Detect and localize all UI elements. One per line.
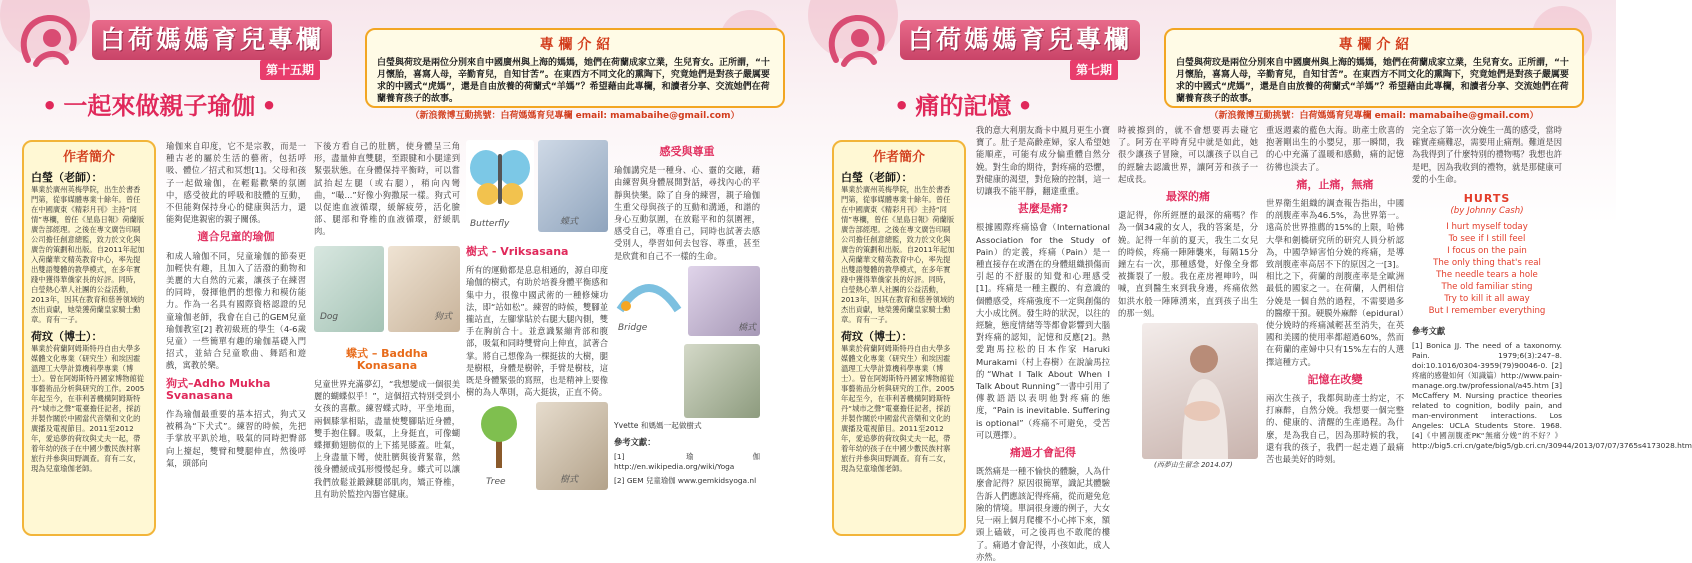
poem-line: The needle tears a hole bbox=[1436, 270, 1538, 281]
poem-line: The old familiar sting bbox=[1441, 282, 1533, 293]
references-list: [1] Bonica JJ. The need of a taxonomy. Pain. 1979;6(3):247–8. doi:10.1016/0304-3959(79)90046-0. [2] 疼痛的感覺如何（知識篇）http://www.pain-manage.org.tw/professional/a45.htm [3] McCaffery M. Nursing practice theories related to cognition, bodily pain, and man-environment interactions. Los Angeles: UCLA Students Store. 1968. [4]《中國剖腹產PK“無痛分娩”的不好？》http://big5.cri.cn/gate/big5/gb.cri.cn/30944/2013/07/07/3765s4173028.htm bbox=[1412, 341, 1692, 451]
paragraph: 我的意大利朋友喬卡中風月更生小寶寶了。肚子是高齡產婦，家人希望她能順產，可能有成分偏重體自然分娩。對生命的期待，對疼痛的恐懼，對健康的渴望，對危險的控制，這一切讓我不能平靜，翻達重重。 bbox=[976, 125, 1110, 197]
article-column-2 bbox=[1118, 124, 1258, 534]
author-1-name: 白瑩（老師）： bbox=[841, 171, 913, 184]
author-1-bio: 畢業於廣州英梅學院，出生於書香門第，從事媒體專業十餘年。曾任在中國廣東《精彩月刊》主持“同情”專欄，曾任《星島日報》荷蘭版廣告部經理。之後在專文廣告印刷公司擔任創意總監，致力於文化與廣告的策劃和出版。自2011年起加入荷蘭華文精英教育中心，率先提出雙語雙體的教學模式，在多年實踐中獲得華僑家長的好評。同時，白瑩熱心華人社團的公益活動，2013年，因其在教育和慈善領域的杰出貢獻，她榮獲荷蘭皇家騎士勳章。育有一子。 bbox=[31, 185, 145, 324]
page-pain-memory bbox=[808, 0, 1692, 562]
intro-heading: 專 欄 介 紹 bbox=[539, 37, 611, 53]
photo-caption: Yvette 和媽媽一起做樹式 bbox=[614, 420, 702, 430]
column-intro-box bbox=[1164, 28, 1584, 121]
paragraph: 還記得，你所經歷的最深的痛嗎？作為一個34歲的女人，我的答案是，分娩。記得一年前的夏天，我生二女兒的時候，疼痛一陣陣襲來，每隔15分鐘左右一次，那種感覺，好像全身都被撕裂了一般。我在產房裡呻吟，叫喊，直到醫生來到我身邊，疼痛依然如洪水般一陣陣湧來，直到孩子出生的那一刻。 bbox=[1118, 210, 1258, 318]
subheading: 甚麼是痛? bbox=[1017, 202, 1069, 216]
paragraph: 兒童世界充滿夢幻，“我想變成一個很美麗的蝴蝶似乎！”，這個招式特別受到小女孩的喜歡。練習蝶式時，平坐地面，兩個膝掌相貼，盡量使雙腳貼近身體，雙手抱住腳。吸氣，上身挺直，可像蝴蝶揮動翅膀似的上下搖晃膝蓋。吐氣，上身盡量下彎，使肚臍與後背緊靠，然後身體緩成弧形慢慢起身。蝶式可以讓我們放鬆並鍛鍊腿部肌肉，矯正脊椎，且有助於監控內器官健康。 bbox=[314, 379, 460, 499]
mother-child-logo-icon bbox=[16, 12, 80, 70]
author-heading: 作者簡介 bbox=[872, 150, 925, 165]
bridge-pose-photo-area bbox=[614, 266, 760, 340]
article-column-1 bbox=[976, 124, 1110, 562]
issue-number: 第七期 bbox=[1070, 60, 1118, 80]
subheading: 記憶在改變 bbox=[1307, 372, 1363, 386]
author-1-name: 白瑩（老師）： bbox=[31, 171, 103, 184]
article-title: • 痛的記憶 • bbox=[894, 92, 1033, 120]
paragraph: 瑜伽講究是一種身、心、靈的交融，藉由練習與身體展開對話，尋找內心的平靜與快樂。除了自身的練習，親子瑜伽生重父母與孩子的互動和溝通，和諧的身心互動氛圍，在放鬆平和的氛圍裡，感受自己，尊重自己，同時也試著去感受別人，學習如何去包容、尊重，甚至是欣賞和自己不一樣的生命。 bbox=[614, 165, 760, 261]
subheading: 樹式 - Vriksasana bbox=[466, 245, 569, 258]
bridge-illustration bbox=[614, 266, 684, 336]
article-title-text: 一起來做親子瑜伽 bbox=[63, 92, 256, 120]
paragraph: 既然痛是一種不愉快的體驗，人為什麼會記得？原因很簡單，識記其體驗告訴人們應該記得疼痛，從而避免危險的情境。單詞很身邊的例子，大女兒一兩上個月爬樓不小心摔下來，額頭上磕破，可之後再也不敢爬的樓了。痛過才會記得，小孩如此，成人亦然。 bbox=[976, 466, 1110, 562]
butterfly-pose-photo bbox=[538, 140, 608, 232]
references-title: 參考文獻 bbox=[1412, 326, 1446, 337]
paragraph: 和成人瑜伽不同，兒童瑜伽的節奏更加輕快有趣，且加入了活潑的動物和美麗的大自然的元素，讓孩子在練習的同時，發揮他們的想像力和模仿能力。作為一名具有國際資格認證的兒童瑜伽老師，我會在自己的GEM兒童瑜伽教室[2] 教初級班的學生（4-6歲兒童）一些簡單有趣的瑜伽基礎入門招式，並結合兒童歌曲、舞蹈和遊戲，寓教於樂。 bbox=[166, 250, 306, 371]
author-2-bio: 畢業於荷蘭阿姆斯特丹自由大學多媒體文化專業（研究生）和埃因霍溫理工大學計算機科學專業（博士）。曾在阿姆斯特丹國家博物館從事藝術品分析與研究的工作。2005年起至今，在菲利普機構阿姆斯特丹“城市之聲”電臺擔任記者，採訪并製作關於中國當代音樂和文化的廣播及電視節目。2011至2012年，愛追夢的荷玟與丈夫一起，帶着年幼的孩子在中國少數民族村寨旅行并參與田野調查。育有二女，現為兒童瑜伽老師。 bbox=[841, 344, 955, 473]
paragraph: 所有的運動都是息息相通的，源自印度瑜伽的樹式，有助於培養身體平衡感和集中力，很像中國武術的一種修煉功法，即“站如松”。練習的時候，雙腳並攏站直，左腳掌貼於右腿大腿內側，雙手在胸前合十。並意識緊繃背部和腹部，吸氣和同時雙臂向上伸直，試著合掌。將自己想像為一棵挺拔的大樹，腿是樹根，身體是樹幹，手臂是樹枝，這既是身體緊張的寫照，也是精神上要像樹的為人準則，高大挺拔，正直不倚。 bbox=[466, 265, 608, 398]
intro-contact: （新浪微博互動挑號：白荷媽媽育兒專欄 email: mamabaihe@gmail.com） bbox=[410, 111, 740, 121]
author-2-name: 荷玟（博士）： bbox=[31, 330, 103, 343]
poem-line: To see if I still feel bbox=[1448, 234, 1526, 245]
paragraph: 作為瑜伽最重要的基本招式，狗式又被稱為“下犬式”。練習的時候，先把手掌放平趴於地，吸氣的同時把臀部向上擡起，雙臂和雙腿伸直，然後呼氣，頭部向 bbox=[166, 409, 306, 468]
photo-label: 橋式 bbox=[737, 322, 756, 333]
mother-baby-photo-area bbox=[1118, 323, 1258, 473]
paragraph: 瑜伽來自印度，它不是宗教，而是一種古老的屬於生活的藝術，包括呼吸、體位／招式和冥想[1]。父母和孩子一起做瑜伽，在輕鬆歡樂的氛圍中，感受彼此的呼吸和肢體的互動，不但能夠保持身心的健康與活力，還能夠促進親密的親子關係。 bbox=[166, 141, 306, 225]
references-title: 參考文獻： bbox=[614, 437, 656, 448]
subheading: 狗式–Adho Mukha Svanasana bbox=[166, 376, 271, 402]
page-yoga bbox=[0, 0, 808, 560]
photo-label: Tree bbox=[486, 477, 506, 488]
author-heading: 作者簡介 bbox=[62, 150, 115, 165]
paragraph: 下後方看自己的肚臍，使身體呈三角形，盡量伸直雙腿，至跟腱和小腿達到緊張狀態。在身體保持平衡時，可以嘗試抬起左腿（或右腿），稍向內彎曲，“嘬...”好像小狗撒尿一樣。狗式可以促進血液循環，緩解疲勞，活化臉部、腿部和脊椎的血液循環，舒緩肌肉。 bbox=[314, 141, 460, 237]
mother-daughter-yoga-photo bbox=[684, 344, 760, 418]
intro-contact: （新浪微博互動挑號：白荷媽媽育兒專欄 email: mamabaihe@gmail.com） bbox=[1209, 111, 1539, 121]
article-column-2 bbox=[314, 140, 460, 536]
article-column-3 bbox=[1266, 124, 1404, 534]
dog-pose-photo bbox=[314, 246, 384, 332]
subheading: 適合兒童的瑜伽 bbox=[197, 230, 275, 244]
tree-pose-photo-area bbox=[466, 402, 608, 492]
mother-daughter-photo-area bbox=[614, 340, 760, 420]
reference-1: [1] 瑜伽 http://en.wikipedia.org/wiki/Yoga bbox=[614, 452, 760, 472]
reference-2: [2] GEM 兒童瑜伽 www.gemkidsyoga.nl bbox=[614, 476, 757, 486]
paragraph: 重返週素的藍色大海。助產士欣喜的抱著剛出生的小嬰兒，那一瞬間，我的心中充滿了溫暖和感動，痛的記憶彷彿也淡去了。 bbox=[1266, 125, 1404, 172]
poem-line: I hurt myself today bbox=[1446, 222, 1528, 233]
photo-caption: (西夢由生留念 2014.07) bbox=[1154, 460, 1233, 469]
paragraph: 時被擦到的，就不會想要再去碰它了。阿芳在平時育兒中就是如此，她很少讓孩子冒險，可以讓孩子以自己的經驗去認識世界，讓阿芳和孩子一起成長。 bbox=[1118, 125, 1258, 184]
bridge-pose-photo bbox=[688, 266, 760, 336]
subheading: 蝶式 – Baddha Konasana bbox=[346, 346, 428, 372]
paragraph: 兩次生孩子，我都與助產士約定，不打麻醉，自然分娩。我想要一個完整的、健康的、清醒的生產過程。為什麼，是為我自己，因為那時候的我，還有我的孩子，我們一起走過了最痛苦也最美好的時刻。 bbox=[1266, 393, 1404, 465]
column-brand-title: 白荷媽媽育兒專欄 bbox=[900, 20, 1140, 60]
subheading: 感受與尊重 bbox=[659, 145, 715, 158]
poem-block bbox=[1412, 193, 1562, 317]
article-column-4 bbox=[614, 140, 760, 536]
butterfly-illustration bbox=[466, 140, 534, 232]
photo-label: Dog bbox=[320, 312, 339, 323]
mother-child-logo-icon bbox=[824, 12, 888, 70]
article-column-1 bbox=[166, 140, 306, 536]
author-2-bio: 畢業於荷蘭阿姆斯特丹自由大學多媒體文化專業（研究生）和埃因霍溫理工大學計算機科學專業（博士）。曾在阿姆斯特丹國家博物館從事藝術品分析與研究的工作。2005年起至今，在菲利普機構阿姆斯特丹“城市之聲”電臺擔任記者，採訪并製作關於中國當代音樂和文化的廣播及電視節目。2011至2012年，愛追夢的荷玟與丈夫一起，帶着年幼的孩子在中國少數民族村寨旅行并參與田野調查。育有二女，現為兒童瑜伽老師。 bbox=[31, 344, 145, 473]
bridge-icon bbox=[614, 266, 684, 316]
poem-line: Try to kill it all away bbox=[1444, 294, 1530, 305]
butterfly-icon bbox=[466, 140, 534, 210]
mother-baby-photo bbox=[1142, 323, 1258, 459]
column-brand-title: 白荷媽媽育兒專欄 bbox=[92, 20, 332, 60]
butterfly-pose-photo-area bbox=[466, 140, 608, 240]
paragraph: 根據國際疼痛協會（International Association for the Study of Pain）的定義，疼痛（Pain）是一種直接存在或潛在的身體組織損傷而引起的不舒服的知覺和心理感受[1]。疼痛是一種主觀的、有意識的個體感受，疼痛強度不一定與創傷的大小成比例。發生時的狀況，以往的經驗，態度情緒等等都會影響到大腦對疼痛的認知，記憶和反應[2]。熱愛跑馬拉松的日本作家 Haruki Murakami（村上春樹）在說論馬拉的“What I Talk About When I Talk About Running”一書中引用了傳教語語以表明他對疼痛的態度，“Pain is inevitable. Suffering is optional”（疼痛不可避免，受苦可以選擇）。 bbox=[976, 222, 1110, 440]
subheading: 痛，止痛，無痛 bbox=[1296, 177, 1374, 191]
mother-baby-figure-icon bbox=[1142, 323, 1258, 459]
poem-line: But I remember everything bbox=[1428, 306, 1546, 317]
author-2-name: 荷玟（博士）： bbox=[841, 330, 913, 343]
photo-label: Bridge bbox=[618, 322, 648, 333]
poem-line: I focus on the pain bbox=[1447, 246, 1527, 257]
author-profile-box bbox=[22, 140, 156, 536]
tree-pose-photo bbox=[536, 402, 608, 490]
subheading: 最深的痛 bbox=[1166, 190, 1210, 204]
column-intro-box bbox=[365, 28, 785, 121]
intro-text: 白瑩與荷玟是兩位分別來自中國廣州與上海的媽媽，她們在荷蘭成家立業，生兒育女。正所謂，“十月懷胎，喜寫人母，辛勤育兒，自知甘苦”。在東西方不同文化的熏陶下，究竟她們是對孩子嚴厲要求的中國式“虎媽”，還是自由放養的荷蘭式“羊媽”？希望藉由此專欄，和讀者分享、交流她們在荷蘭養育孩子的故事。 bbox=[377, 58, 770, 104]
paragraph: 完全忘了第一次分娩生一萬的感受，當時確實產痛難忍，需要用止痛劑。難道是因為我得到了什麼特別的禮物嗎？我想也許是吧，因為我收到的禮物，就是那健康可愛的小生命。 bbox=[1412, 125, 1562, 184]
poem-line: The only thing that's real bbox=[1433, 258, 1541, 269]
article-column-4 bbox=[1412, 124, 1692, 534]
photo-label: Butterfly bbox=[470, 218, 510, 229]
tree-icon bbox=[466, 402, 532, 472]
paragraph: 世界衛生組織的調查報告指出，中國的剖腹產率為46.5%，為世界第一。遠高於世界推薦的15%的上限，哈佛大學和劍橋研究所的研究人員分析認為，中國孕婦害怕分娩的疼痛，是導致剖腹產率高居不下的原因之一[3]。相比之下，荷蘭的剖腹產率是全歐洲最低的國家之一。在荷蘭，人們相信分娩是一個自然的過程，不需要過多的醫療干預。硬膜外麻醉（epidural）使分娩時的疼痛減輕甚至消失，在英國和美國的使用率都超過60%，然而在荷蘭的產婦中只有15%左右的人選擇這種方式。 bbox=[1266, 198, 1404, 367]
issue-number: 第十五期 bbox=[260, 60, 320, 80]
photo-label: 狗式 bbox=[433, 312, 452, 323]
author-profile-box bbox=[832, 140, 966, 536]
subheading: 痛過才會記得 bbox=[1010, 446, 1076, 460]
article-column-3 bbox=[466, 140, 608, 536]
article-title-text: 痛的記憶 bbox=[915, 92, 1012, 120]
article-title: • 一起來做親子瑜伽 • bbox=[42, 92, 277, 120]
intro-text: 白瑩與荷玟是兩位分別來自中國廣州與上海的媽媽，她們在荷蘭成家立業，生兒育女。正所謂，“十月懷胎，喜寫人母，辛勤育兒，自知甘苦”。在東西方不同文化的熏陶下，究竟她們是對孩子嚴厲要求的中國式“虎媽”，還是自由放養的荷蘭式“羊媽”？希望藉由此專欄，和讀者分享、交流她們在荷蘭養育孩子的故事。 bbox=[1176, 58, 1569, 104]
poem-title: HURTS bbox=[1463, 192, 1511, 206]
dog-pose-photo bbox=[388, 246, 460, 332]
dog-pose-photo-area bbox=[314, 242, 460, 342]
photo-label: 樹式 bbox=[560, 475, 579, 486]
intro-heading: 專 欄 介 紹 bbox=[1338, 37, 1410, 53]
poem-author: (by Johnny Cash) bbox=[1450, 206, 1524, 217]
photo-label: 蝶式 bbox=[560, 216, 579, 227]
author-1-bio: 畢業於廣州英梅學院，出生於書香門第，從事媒體專業十餘年。曾任在中國廣東《精彩月刊》主持“同情”專欄，曾任《星島日報》荷蘭版廣告部經理。之後在專文廣告印刷公司擔任創意總監，致力於文化與廣告的策劃和出版。自2011年起加入荷蘭華文精英教育中心，率先提出雙語雙體的教學模式，在多年實踐中獲得華僑家長的好評。同時，白瑩熱心華人社團的公益活動，2013年，因其在教育和慈善領域的杰出貢獻，她榮獲荷蘭皇家騎士勳章。育有一子。 bbox=[841, 185, 955, 324]
tree-illustration bbox=[466, 402, 532, 490]
